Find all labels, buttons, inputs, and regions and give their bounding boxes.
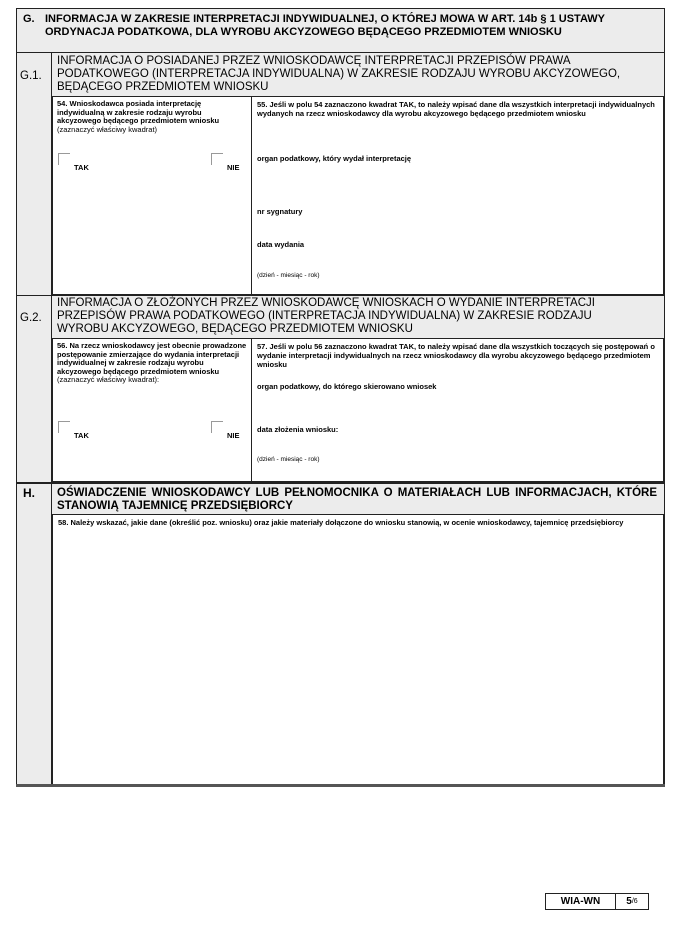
- field-57-label: 57. Jeśli w polu 56 zaznaczono kwadrat TAK, to należy wpisać dane dla wszystkich toczących się postępowań o wydanie interpretacji indywidualnych na rzecz wnioskodawcy dla wyrobu akcyzowego będącego przedmiotem wniosku: [257, 342, 655, 369]
- field-56-box: [52, 338, 252, 482]
- nie-checkbox[interactable]: [211, 153, 223, 165]
- organ-label[interactable]: organ podatkowy, który wydał interpretację: [257, 154, 412, 163]
- nie-checkbox[interactable]: [211, 421, 223, 433]
- date-format-hint: (dzień - miesiąc - rok): [257, 272, 320, 279]
- form-code: WIA-WN: [546, 894, 616, 909]
- organ-label[interactable]: organ podatkowy, do którego skierowano wniosek: [257, 382, 437, 391]
- section-h-title: OŚWIADCZENIE WNIOSKODAWCY LUB PEŁNOMOCNIKA O MATERIAŁACH LUB INFORMACJACH, KTÓRE STANOWIĄ TAJEMNICĘ PRZEDSIĘBIORCY: [57, 487, 657, 512]
- page-footer: [545, 893, 649, 910]
- field-57-box: [251, 338, 664, 482]
- left-column-g1: [17, 53, 51, 295]
- tak-checkbox[interactable]: [58, 421, 70, 433]
- section-g-title: INFORMACJA W ZAKRESIE INTERPRETACJI INDYWIDUALNEJ, O KTÓREJ MOWA W ART. 14b § 1 USTAWY ORDYNACJA PODATKOWA, DLA WYROBU AKCYZOWEGO BĘDĄCEGO PRZEDMIOTEM WNIOSKU: [45, 13, 605, 38]
- left-column-h: [17, 483, 51, 786]
- section-g-code: G.: [23, 13, 35, 25]
- g1-title: INFORMACJA O POSIADANEJ PRZEZ WNIOSKODAWCĘ INTERPRETACJI PRZEPISÓW PRAWA PODATKOWEGO (INTERPRETACJA INDYWIDUALNA) W ZAKRESIE RODZAJU WYROBU AKCYZOWEGO, BĘDĄCEGO PRZEDMIOTEM WNIOSKU: [57, 55, 621, 93]
- data-wydania-label[interactable]: data wydania: [257, 240, 305, 249]
- nie-label: NIE: [227, 431, 240, 440]
- g2-title: INFORMACJA O ZŁOŻONYCH PRZEZ WNIOSKODAWCĘ WNIOSKACH O WYDANIE INTERPRETACJI PRZEPISÓW PRAWA PODATKOWEGO (INTERPRETACJA INDYWIDUALNA) W ZAKRESIE RODZAJU WYROBU AKCYZOWEGO, BĘDĄCEGO PRZEDMIOTEM WNIOSKU: [57, 297, 595, 335]
- g2-code: G.2.: [20, 312, 42, 324]
- field-56-label: 56. Na rzecz wnioskodawcy jest obecnie prowadzone postępowanie zmierzające do wydania interpretacji indywidualnej w zakresie rodzaju wyrobu akcyzowego będącego przedmiotem wniosku (zaznaczyć właściwy kwadrat):: [57, 341, 247, 385]
- field-54-label: 54. Wnioskodawca posiada interpretację indywidualną w zakresie rodzaju wyrobu akcyzowego będącego przedmiotem wniosku (zaznaczyć właściwy kwadrat): [57, 99, 220, 134]
- field-58-box[interactable]: [52, 514, 664, 785]
- tak-label: TAK: [74, 163, 89, 172]
- sygnatura-label[interactable]: nr sygnatury: [257, 207, 303, 216]
- date-format-hint: (dzień - miesiąc - rok): [257, 456, 320, 463]
- field-55-label: 55. Jeśli w polu 54 zaznaczono kwadrat TAK, to należy wpisać dane dla wszystkich interpretacji indywidualnych wydanych na rzecz wnioskodawcy dla wyrobu akcyzowego będącego przedmiotem wniosku: [257, 100, 655, 118]
- tak-label: TAK: [74, 431, 89, 440]
- field-55-box: [251, 96, 664, 295]
- data-zlozenia-label[interactable]: data złożenia wniosku:: [257, 425, 339, 434]
- field-54-box: [52, 96, 252, 295]
- nie-label: NIE: [227, 163, 240, 172]
- page-number: 5 /6: [626, 896, 638, 907]
- section-h-code: H.: [23, 486, 35, 500]
- form-page: [16, 8, 665, 786]
- bottom-rule: [16, 784, 665, 787]
- field-58-label: 58. Należy wskazać, jakie dane (określić poz. wniosku) oraz jakie materiały dołączone do wniosku stanowią, w ocenie wnioskodawcy, tajemnicę przedsiębiorcy: [58, 518, 624, 527]
- g1-code: G.1.: [20, 70, 42, 82]
- tak-checkbox[interactable]: [58, 153, 70, 165]
